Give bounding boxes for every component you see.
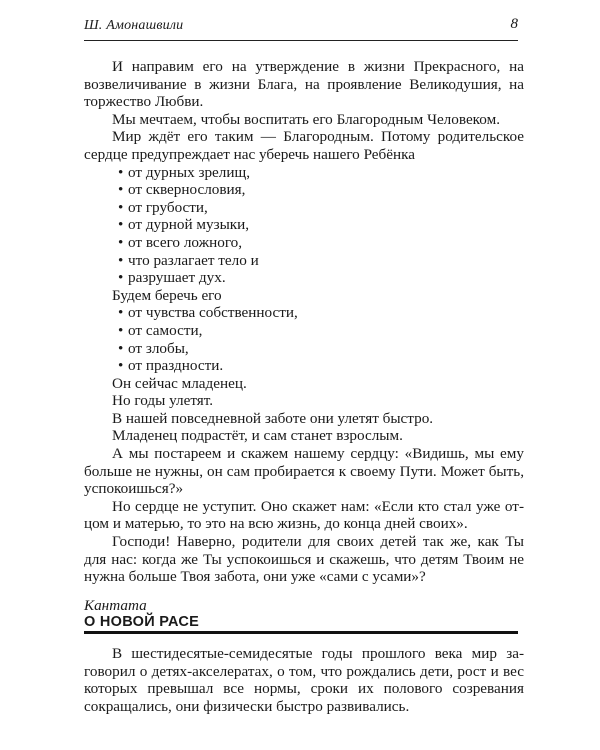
paragraph: Мы мечтаем, чтобы воспитать его Благородным Человеком.	[112, 110, 500, 128]
section-title: О НОВОЙ РАСЕ	[84, 614, 200, 630]
list-item-text: от дурных зрелищ,	[128, 163, 250, 181]
list-item	[84, 252, 524, 270]
main-text	[84, 58, 524, 586]
list-item	[84, 199, 524, 217]
paragraph: Но сердце не уступит. Оно скажет нам: «Если кто стал уже отцом и матерью, то это на всю жизнь, до конца дней своих».	[84, 497, 524, 533]
list-item	[84, 181, 524, 199]
list-item	[84, 340, 524, 358]
list-item-text: от чувства собственности,	[128, 304, 298, 322]
list-item-text: что разлагает тело и	[128, 251, 259, 269]
list-item-text: от дурной музыки,	[128, 216, 250, 234]
list-item-text: от злобы,	[128, 339, 189, 357]
paragraph: В шестидесятые-семидесятые годы прошлого века мир заговорил о детях-акселератах, о том, что рождались дети, рост и вес которых превышал все нормы, сроки их полового созревания сокращались, они физически быстро развивались.	[84, 645, 524, 715]
list-item	[84, 304, 524, 322]
section-label: Кантата	[84, 597, 147, 614]
running-head: Ш. Амонашвили	[84, 18, 184, 33]
list-item	[84, 357, 524, 375]
bullet-icon: •	[118, 251, 124, 269]
list-item-text: от сквернословия,	[128, 181, 246, 199]
paragraph: Он сейчас младенец.	[112, 374, 247, 392]
list-item-text: от всего ложного,	[128, 233, 243, 251]
paragraph: Но годы улетят.	[112, 392, 214, 410]
bullet-icon: •	[118, 269, 124, 287]
section-text	[84, 645, 524, 715]
paragraph: А мы постареем и скажем нашему сердцу: «Видишь, мы ему больше не нужны, он сам пробирается к своему Пути. Может быть, успокоишься?»	[84, 445, 524, 498]
list-item	[84, 164, 524, 182]
bullet-icon: •	[118, 321, 124, 339]
paragraph: В нашей повседневной заботе они улетят быстро.	[112, 409, 434, 427]
paragraph: Господи! Наверно, родители для своих детей так же, как Ты для нас: когда же Ты успокоишься и скажешь, что детям Твоим не нужна больше Твоя забота, они уже «сами с усами»?	[84, 533, 524, 586]
paragraph: Младенец подрастёт, и сам станет взрослым.	[112, 427, 403, 445]
bullet-icon: •	[118, 216, 124, 234]
bullet-icon: •	[118, 304, 124, 322]
paragraph: И направим его на утверждение в жизни Прекрасного, на возвеличивание в жизни Блага, на проявление Великодушия, на торжество Любви.	[84, 58, 524, 111]
paragraph: Мир ждёт его таким — Благородным. Потому родительское сердце предупреждает нас уберечь нашего Ребёнка	[84, 128, 524, 163]
guard-from-list	[84, 304, 524, 374]
list-item-text: от праздности.	[128, 357, 224, 375]
bullet-icon: •	[118, 233, 124, 251]
paragraph: Будем беречь его	[112, 286, 222, 304]
list-item	[84, 234, 524, 252]
bullet-icon: •	[118, 181, 124, 199]
bullet-icon: •	[118, 163, 124, 181]
section-divider	[84, 631, 518, 634]
list-item	[84, 269, 524, 287]
list-item	[84, 216, 524, 234]
page-header	[84, 12, 518, 41]
bullet-icon: •	[118, 339, 124, 357]
list-item-text: разрушает дух.	[128, 269, 226, 287]
list-item	[84, 322, 524, 340]
bullet-icon: •	[118, 357, 124, 375]
page-number: 8	[510, 16, 518, 32]
list-item-text: от грубости,	[128, 198, 208, 216]
bullet-icon: •	[118, 198, 124, 216]
list-item-text: от самости,	[128, 321, 203, 339]
protect-from-list	[84, 164, 524, 287]
